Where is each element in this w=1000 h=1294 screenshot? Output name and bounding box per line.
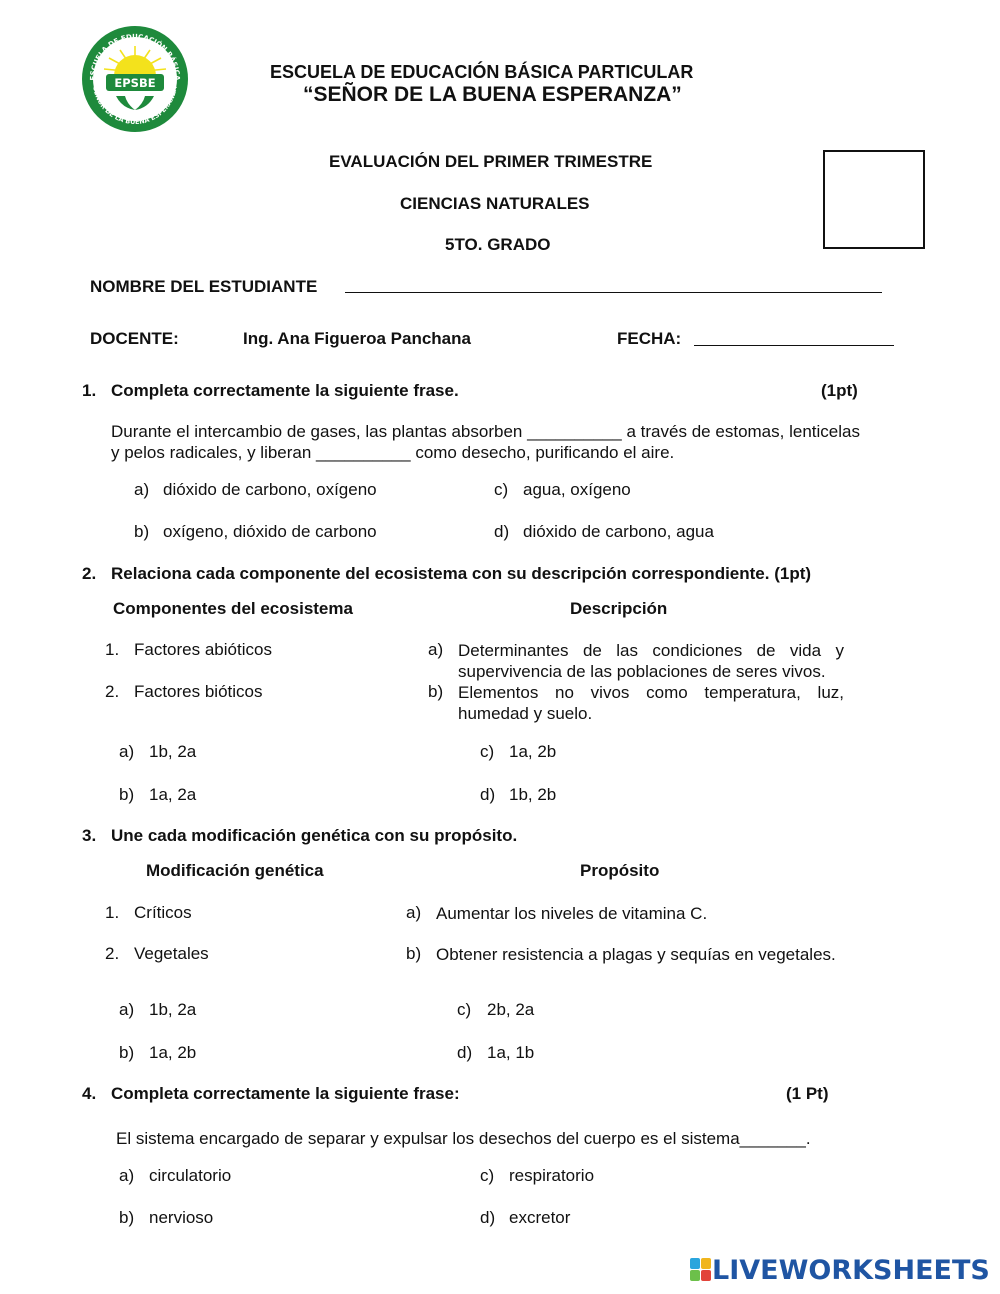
teacher-name: Ing. Ana Figueroa Panchana [243,329,471,348]
q3-option-b[interactable]: 1a, 2b [149,1043,197,1062]
school-name: “SEÑOR DE LA BUENA ESPERANZA” [303,83,682,106]
q2-option-a[interactable]: 1b, 2a [149,742,197,761]
q3-number: 3. [82,826,97,845]
q3-option-c[interactable]: 2b, 2a [487,1000,535,1019]
date-field[interactable] [694,345,894,346]
student-name-label: NOMBRE DEL ESTUDIANTE [90,277,318,296]
q2-item-2: Factores bióticos [134,682,263,701]
q1-option-a-letter: a) [134,480,150,499]
q3-desc-b: Obtener resistencia a plagas y sequías en vegetales. [436,945,836,964]
q2-option-b[interactable]: 1a, 2a [149,785,197,804]
q4-option-c[interactable]: respiratorio [509,1166,595,1185]
logo-arc-top: ESCUELA DE EDUCACIÓN BÁSICA [88,32,182,81]
q1-option-d[interactable]: dióxido de carbono, agua [523,522,714,541]
q4-option-c-letter: c) [480,1166,495,1185]
q3-title: Une cada modificación genética con su propósito. [111,826,518,845]
q2-option-c-letter: c) [480,742,495,761]
q1-option-b-letter: b) [134,522,150,541]
subject-title: CIENCIAS NATURALES [400,194,590,213]
q4-option-d-letter: d) [480,1208,496,1227]
q3-col-right: Propósito [580,861,660,880]
q1-option-d-letter: d) [494,522,510,541]
q2-col-left: Componentes del ecosistema [113,599,353,618]
student-name-field[interactable] [345,292,882,293]
q3-item-2: Vegetales [134,944,209,963]
q4-option-b-letter: b) [119,1208,135,1227]
school-type: ESCUELA DE EDUCACIÓN BÁSICA PARTICULAR [270,62,694,82]
score-box[interactable] [823,150,925,249]
q2-item-1-num: 1. [105,640,120,659]
q2-option-b-letter: b) [119,785,135,804]
q2-desc-a-letter: a) [428,640,444,659]
q2-desc-a: Determinantes de las condiciones de vida y supervivencia de las poblaciones de seres vivos. [458,641,844,681]
q4-option-d[interactable]: excretor [509,1208,571,1227]
q2-desc-b: Elementos no vivos como temperatura, luz, humedad y suelo. [458,683,844,723]
q3-desc-a-letter: a) [406,903,422,922]
q3-item-1: Críticos [134,903,192,922]
q4-option-a-letter: a) [119,1166,135,1185]
q4-number: 4. [82,1084,97,1103]
liveworksheets-logo[interactable] [690,1255,990,1285]
q3-option-c-letter: c) [457,1000,472,1019]
logo-center-text: EPSBE [114,76,156,90]
q2-option-d-letter: d) [480,785,496,804]
q1-title: Completa correctamente la siguiente frase. [111,381,459,400]
q2-option-d[interactable]: 1b, 2b [509,785,557,804]
q4-option-a[interactable]: circulatorio [149,1166,232,1185]
q3-desc-b-letter: b) [406,944,422,963]
q3-option-d-letter: d) [457,1043,473,1062]
q3-col-left: Modificación genética [146,861,324,880]
date-label: FECHA: [617,329,682,348]
logo-arc-bottom: SEÑOR DE LA BUENA ESPERANZA [91,85,179,127]
school-logo [80,24,190,134]
q2-option-c[interactable]: 1a, 2b [509,742,557,761]
q3-option-a-letter: a) [119,1000,135,1019]
q2-desc-b-letter: b) [428,682,444,701]
exam-title: EVALUACIÓN DEL PRIMER TRIMESTRE [329,152,653,171]
q3-desc-a: Aumentar los niveles de vitamina C. [436,904,708,923]
q1-option-c[interactable]: agua, oxígeno [523,480,631,499]
q2-item-2-num: 2. [105,682,120,701]
teacher-label: DOCENTE: [90,329,179,348]
q4-title: Completa correctamente la siguiente frase: [111,1084,460,1103]
q3-item-2-num: 2. [105,944,120,963]
grade-title: 5TO. GRADO [445,235,551,254]
q1-option-b[interactable]: oxígeno, dióxido de carbono [163,522,377,541]
liveworksheets-icon [690,1258,712,1282]
q1-points: (1pt) [821,381,858,400]
q3-option-d[interactable]: 1a, 1b [487,1043,535,1062]
q2-number: 2. [82,564,97,583]
q3-item-1-num: 1. [105,903,120,922]
q1-option-c-letter: c) [494,480,509,499]
q3-option-b-letter: b) [119,1043,135,1062]
q1-number: 1. [82,381,97,400]
q2-col-right: Descripción [570,599,668,618]
q4-points: (1 Pt) [786,1084,829,1103]
q1-text: Durante el intercambio de gases, las plantas absorben __________ a través de estomas, lenticelas y pelos radicales, y liberan __________ como desecho, purificando el aire. [111,422,860,462]
q2-item-1: Factores abióticos [134,640,272,659]
q2-title: Relaciona cada componente del ecosistema con su descripción correspondiente. (1pt) [111,564,812,583]
q2-option-a-letter: a) [119,742,135,761]
q1-option-a[interactable]: dióxido de carbono, oxígeno [163,480,377,499]
q4-text: El sistema encargado de separar y expulsar los desechos del cuerpo es el sistema_______. [116,1129,811,1148]
liveworksheets-brand: LIVEWORKSHEETS [712,1254,990,1286]
q4-option-b[interactable]: nervioso [149,1208,214,1227]
q3-option-a[interactable]: 1b, 2a [149,1000,197,1019]
